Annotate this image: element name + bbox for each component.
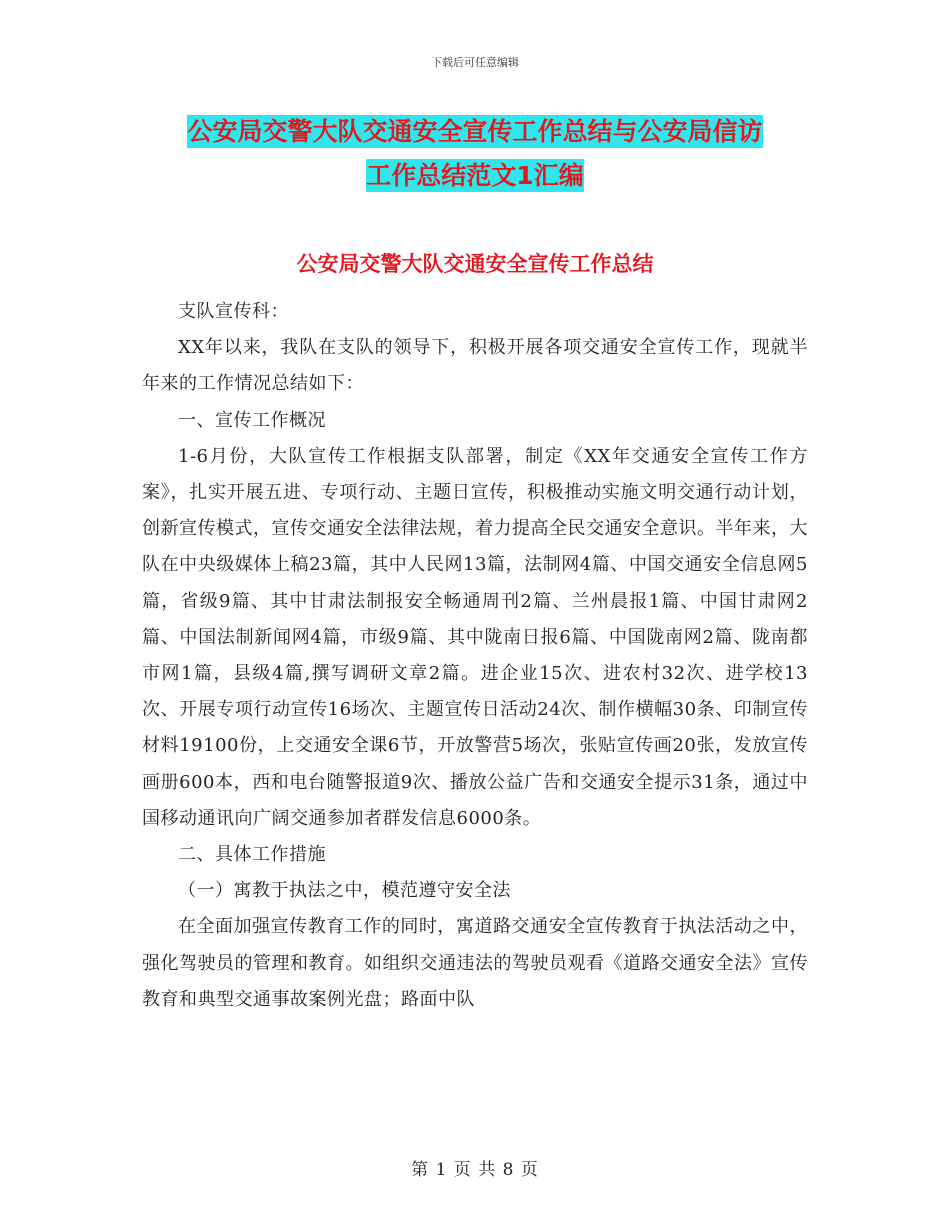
document-title-line-1: 公安局交警大队交通安全宣传工作总结与公安局信访 xyxy=(187,117,763,146)
page-header-note: 下载后可任意编辑 xyxy=(431,56,519,69)
heading-overview: 一、宣传工作概况 xyxy=(178,409,326,431)
document-title xyxy=(140,110,810,198)
section-title: 公安局交警大队交通安全宣传工作总结 xyxy=(296,252,654,276)
paragraph-intro: XX年以来，我队在支队的领导下，积极开展各项交通安全宣传工作，现就半年来的工作情况总结如下： xyxy=(142,337,808,395)
paragraph-measure-1: 在全面加强宣传教育工作的同时，寓道路交通安全宣传教育于执法活动之中，强化驾驶员的管理和教育。如组织交通违法的驾驶员观看《道路交通安全法》宣传教育和典型交通事故案例光盘；路面中队 xyxy=(142,916,808,1010)
document-body xyxy=(142,294,808,1018)
paragraph-salutation: 支队宣传科： xyxy=(178,301,289,322)
document-title-line-2: 工作总结范文1汇编 xyxy=(366,161,584,190)
paragraph-overview: 1-6月份，大队宣传工作根据支队部署，制定《XX年交通安全宣传工作方案》，扎实开展五进、专项行动、主题日宣传，积极推动实施文明交通行动计划，创新宣传模式，宣传交通安全法律法规，着力提高全民交通安全意识。半年来，大队在中央级媒体上稿23篇，其中人民网13篇，法制网4篇、中国交通安全信息网5篇，省级9篇、其中甘肃法制报安全畅通周刊2篇、兰州晨报1篇、中国甘肃网2篇、中国法制新闻网4篇，市级9篇、其中陇南日报6篇、中国陇南网2篇、陇南都市网1篇，县级4篇,撰写调研文章2篇。进企业15次、进农村32次、进学校13次、开展专项行动宣传16场次、主题宣传日活动24次、制作横幅30条、印制宣传材料19100份，上交通安全课6节，开放警营5场次，张贴宣传画20张，发放宣传画册600本，西和电台随警报道9次、播放公益广告和交通安全提示31条，通过中国移动通讯向广阔交通参加者群发信息6000条。 xyxy=(142,445,808,829)
subheading-measure-1: （一）寓教于执法之中，模范遵守安全法 xyxy=(178,880,511,902)
page-number: 第 1 页 共 8 页 xyxy=(411,1160,539,1180)
heading-measures: 二、具体工作措施 xyxy=(178,844,326,866)
